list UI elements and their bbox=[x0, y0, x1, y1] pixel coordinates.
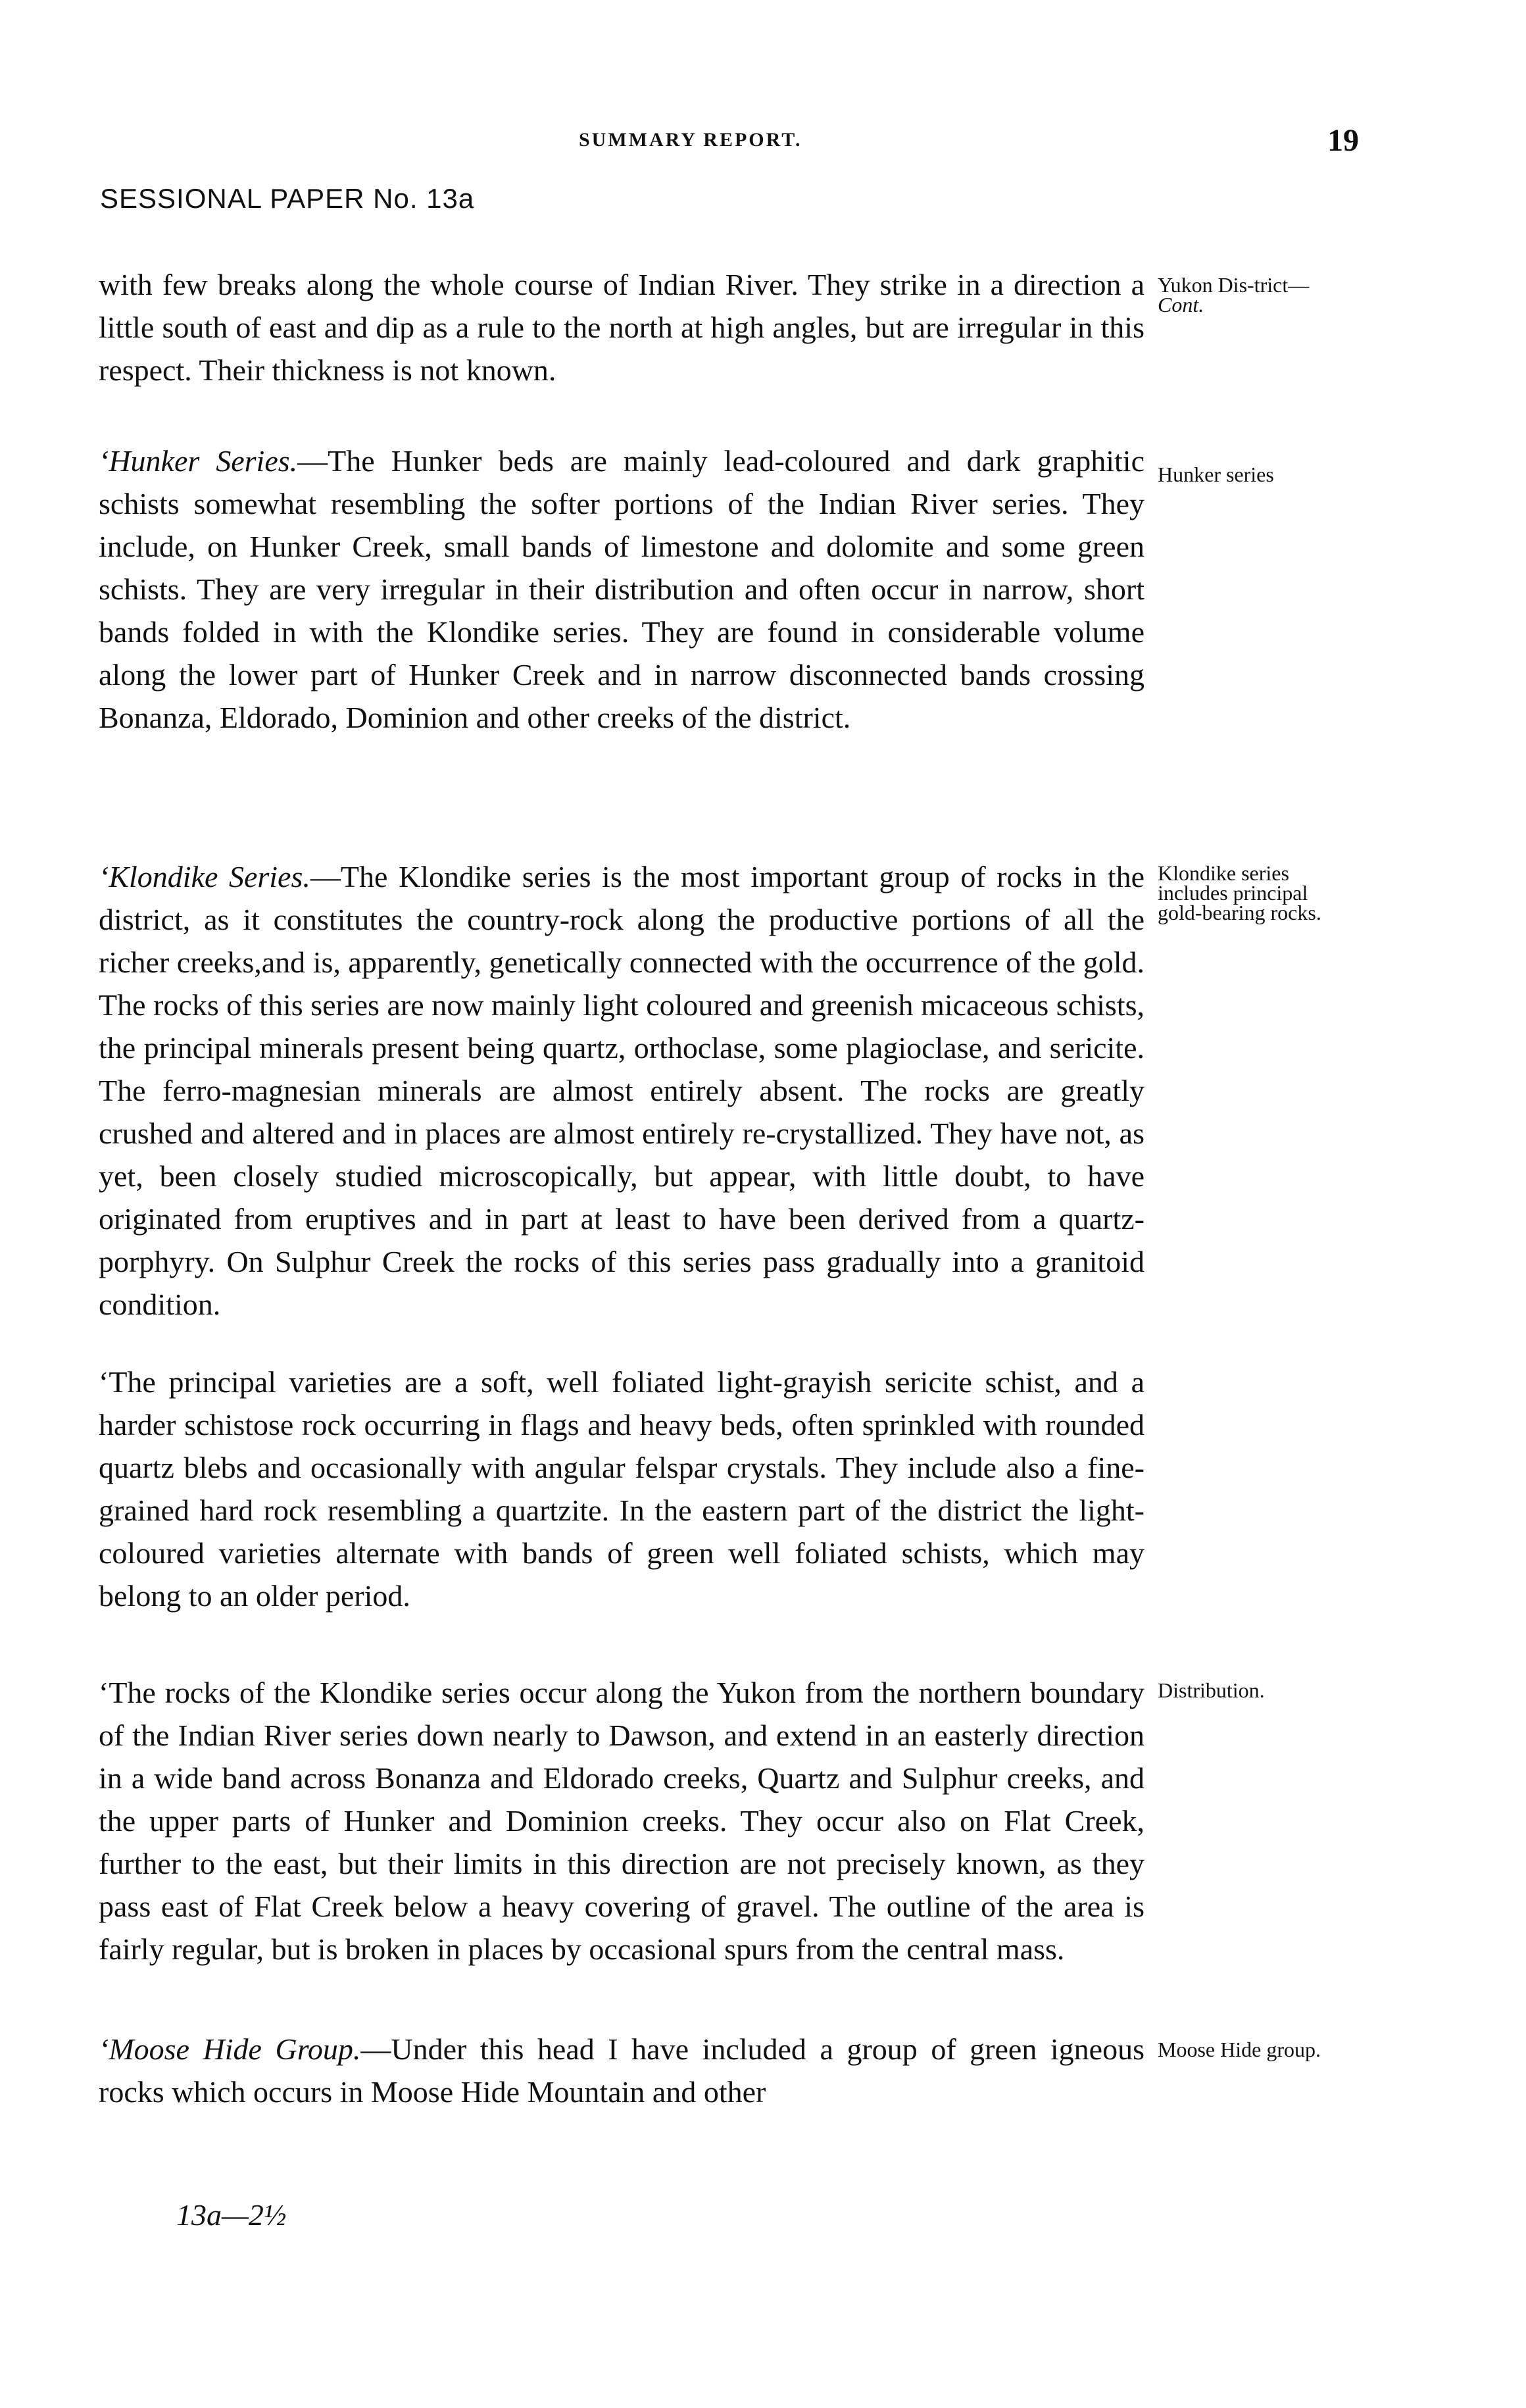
sessional-paper-label: SESSIONAL PAPER No. 13a bbox=[100, 183, 475, 214]
paragraph-text: —The Klondike series is the most important group of rocks in the district, as it constitutes the country-rock along the productive portions of all the richer creeks,and is, apparently, genetically connected with the occurrence of the gold. The rocks of this series are now mainly light coloured and greenish micaceous schists, the principal minerals present being quartz, orthoclase, some plagioclase, and sericite. The ferro-magnesian minerals are almost entirely absent. The rocks are greatly crushed and altered and in places are almost entirely re-crystallized. They have not, as yet, been closely studied microscopically, but appear, with little doubt, to have originated from eruptives and in part at least to have been derived from a quartz-porphyry. On Sulphur Creek the rocks of this series pass gradually into a granitoid condition. bbox=[99, 860, 1145, 1321]
paragraph-hunker-series bbox=[99, 439, 1144, 739]
paragraph-text: ‘The principal varieties are a soft, well foliated light-grayish sericite schist, and a harder schistose rock occurring in flags and heavy beds, often sprinkled with rounded quartz blebs and occasionally with angular felspar crystals. They include also a fine-grained hard rock resembling a quartzite. In the eastern part of the district the light-coloured varieties alternate with bands of green well foliated schists, which may belong to an older period. bbox=[99, 1365, 1144, 1613]
paragraph-text: —The Hunker beds are mainly lead-coloured and dark graphitic schists somewhat resembling the softer portions of the Indian River series. They include, on Hunker Creek, small bands of limestone and dolomite and some green schists. They are very irregular in their distribution and often occur in narrow, short bands folded in with the Klondike series. They are found in considerable volume along the lower part of Hunker Creek and in narrow disconnected bands crossing Bonanza, Eldorado, Dominion and other creeks of the district. bbox=[99, 444, 1144, 734]
page-number: 19 bbox=[1327, 123, 1359, 158]
sidenote-klondike-series bbox=[1158, 863, 1335, 922]
sidenote-yukon-district bbox=[1158, 275, 1335, 314]
sidenote-text: Hunker series bbox=[1158, 463, 1274, 486]
paragraph-principal-varieties bbox=[99, 1361, 1144, 1617]
sidenote-moose-hide-group bbox=[1158, 2040, 1335, 2059]
paragraph-text: ‘The rocks of the Klondike series occur along the Yukon from the northern boundary of the Indian River series down nearly to Dawson, and extend in an easterly direction in a wide band across Bonanza and Eldorado creeks, Quartz and Sulphur creeks, and the upper parts of Hunker and Dominion creeks. They occur also on Flat Creek, further to the east, but their limits in this direction are not precisely known, as they pass east of Flat Creek below a heavy covering of gravel. The outline of the area is fairly regular, but is broken in places by occasional spurs from the central mass. bbox=[99, 1676, 1144, 1966]
sidenote-hunker-series bbox=[1158, 464, 1335, 484]
running-title: SUMMARY REPORT. bbox=[579, 129, 802, 151]
signature-mark: 13a—2½ bbox=[176, 2198, 287, 2232]
sidenote-italic: Cont. bbox=[1158, 293, 1204, 316]
paragraph-lead-in: ‘Klondike Series. bbox=[99, 860, 310, 893]
sidenote-text: Klondike series includes principal gold-bearing rocks. bbox=[1158, 861, 1321, 924]
sidenote-text: Yukon Dis-trict— bbox=[1158, 273, 1310, 297]
sidenote-text: Distribution. bbox=[1158, 1678, 1265, 1702]
paragraph-klondike-series bbox=[99, 855, 1144, 1326]
paragraph-distribution bbox=[99, 1671, 1144, 1970]
paragraph-moose-hide-group bbox=[99, 2028, 1144, 2113]
paragraph-text: —Under this head I have included a group of green igneous rocks which occurs in Moose Hide Mountain and other bbox=[99, 2032, 1144, 2109]
paragraph bbox=[99, 263, 1144, 391]
sidenote-text: Moose Hide group. bbox=[1158, 2038, 1321, 2061]
sidenote-distribution bbox=[1158, 1680, 1335, 1700]
paragraph-text: with few breaks along the whole course of Indian River. They strike in a direction a little south of east and dip as a rule to the north at high angles, but are irregular in this respect. Their thickness is not known. bbox=[99, 268, 1144, 387]
paragraph-lead-in: ‘Hunker Series. bbox=[99, 444, 298, 478]
paragraph-lead-in: ‘Moose Hide Group. bbox=[99, 2032, 361, 2066]
